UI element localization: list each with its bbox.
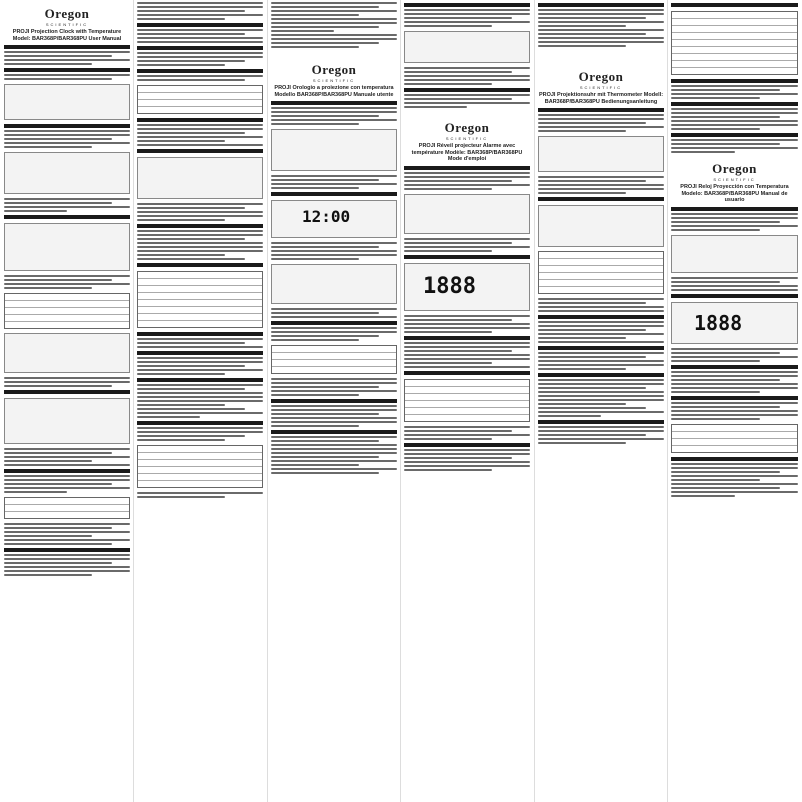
brand-logo: Oregon — [311, 62, 357, 77]
fold-line — [534, 0, 535, 802]
fold-line — [667, 0, 668, 802]
manual-title: PROJI Projection Clock with Temperature Model: BAR368P/BAR368PU User Manual — [12, 29, 122, 42]
brand-tagline: SCIENTIFIC — [445, 136, 489, 141]
specifications-table — [137, 271, 263, 328]
projection-figure — [137, 157, 263, 199]
brand-tagline: SCIENTIFIC — [45, 22, 89, 27]
lcd-figure — [271, 200, 397, 238]
column-italian — [271, 0, 397, 802]
column-spanish — [671, 0, 798, 802]
lcd-digits: 1888 — [694, 310, 743, 335]
product-figure — [671, 235, 798, 273]
back-view-figure — [271, 264, 397, 304]
manual-title: PROJI Reloj Proyección con Temperatura Modelo: BAR368P/BAR368PU Manual de usuario — [680, 184, 789, 203]
address-table — [137, 445, 263, 488]
brand-tagline: SCIENTIFIC — [579, 85, 623, 90]
specifications-table — [671, 11, 798, 75]
product-figure — [4, 84, 130, 120]
specifications-table — [404, 379, 530, 422]
product-figure — [404, 31, 530, 63]
fold-line — [400, 0, 401, 802]
column-french — [404, 0, 530, 802]
lcd-figure — [671, 302, 798, 344]
lcd-time: 12:00 — [302, 207, 351, 226]
weather-table — [271, 345, 397, 374]
lcd-figure — [404, 263, 530, 311]
fold-line — [267, 0, 268, 802]
fold-line — [133, 0, 134, 802]
column-english — [4, 0, 130, 802]
clock-table — [4, 497, 130, 519]
product-figure — [538, 136, 664, 172]
front-view-figure — [4, 152, 130, 194]
brand-logo: Oregon — [44, 6, 90, 21]
lcd-figure — [4, 223, 130, 271]
brand-logo: Oregon — [712, 161, 757, 176]
manual-title: PROJI Orologio a proiezione con temperatura Modello BAR368P/BAR368PU Manuale utente — [274, 85, 394, 98]
product-figure — [271, 129, 397, 171]
brand-tagline: SCIENTIFIC — [312, 78, 356, 83]
icon-table — [4, 293, 130, 329]
front-view-figure — [404, 194, 530, 234]
setup-figure — [4, 398, 130, 444]
brand-logo: Oregon — [444, 120, 490, 135]
manual-title: PROJI Réveil projecteur Alarme avec température Modèle: BAR368P/BAR368PU Mode d'emploi — [411, 143, 523, 162]
weather-table — [137, 85, 263, 114]
icon-table — [538, 251, 664, 294]
brand-logo: Oregon — [578, 69, 624, 84]
manual-title: PROJI Projektionsuhr mit Thermometer Modell: BAR368P/BAR368PU Bedienungsanleitung — [538, 92, 664, 105]
column-german — [538, 0, 664, 802]
weather-table — [671, 424, 798, 453]
brand-tagline: SCIENTIFIC — [713, 177, 756, 182]
lcd-digits: 1888 — [423, 273, 476, 299]
lcd-figure — [538, 205, 664, 247]
column-english-continued — [137, 0, 263, 802]
back-view-figure — [4, 333, 130, 373]
